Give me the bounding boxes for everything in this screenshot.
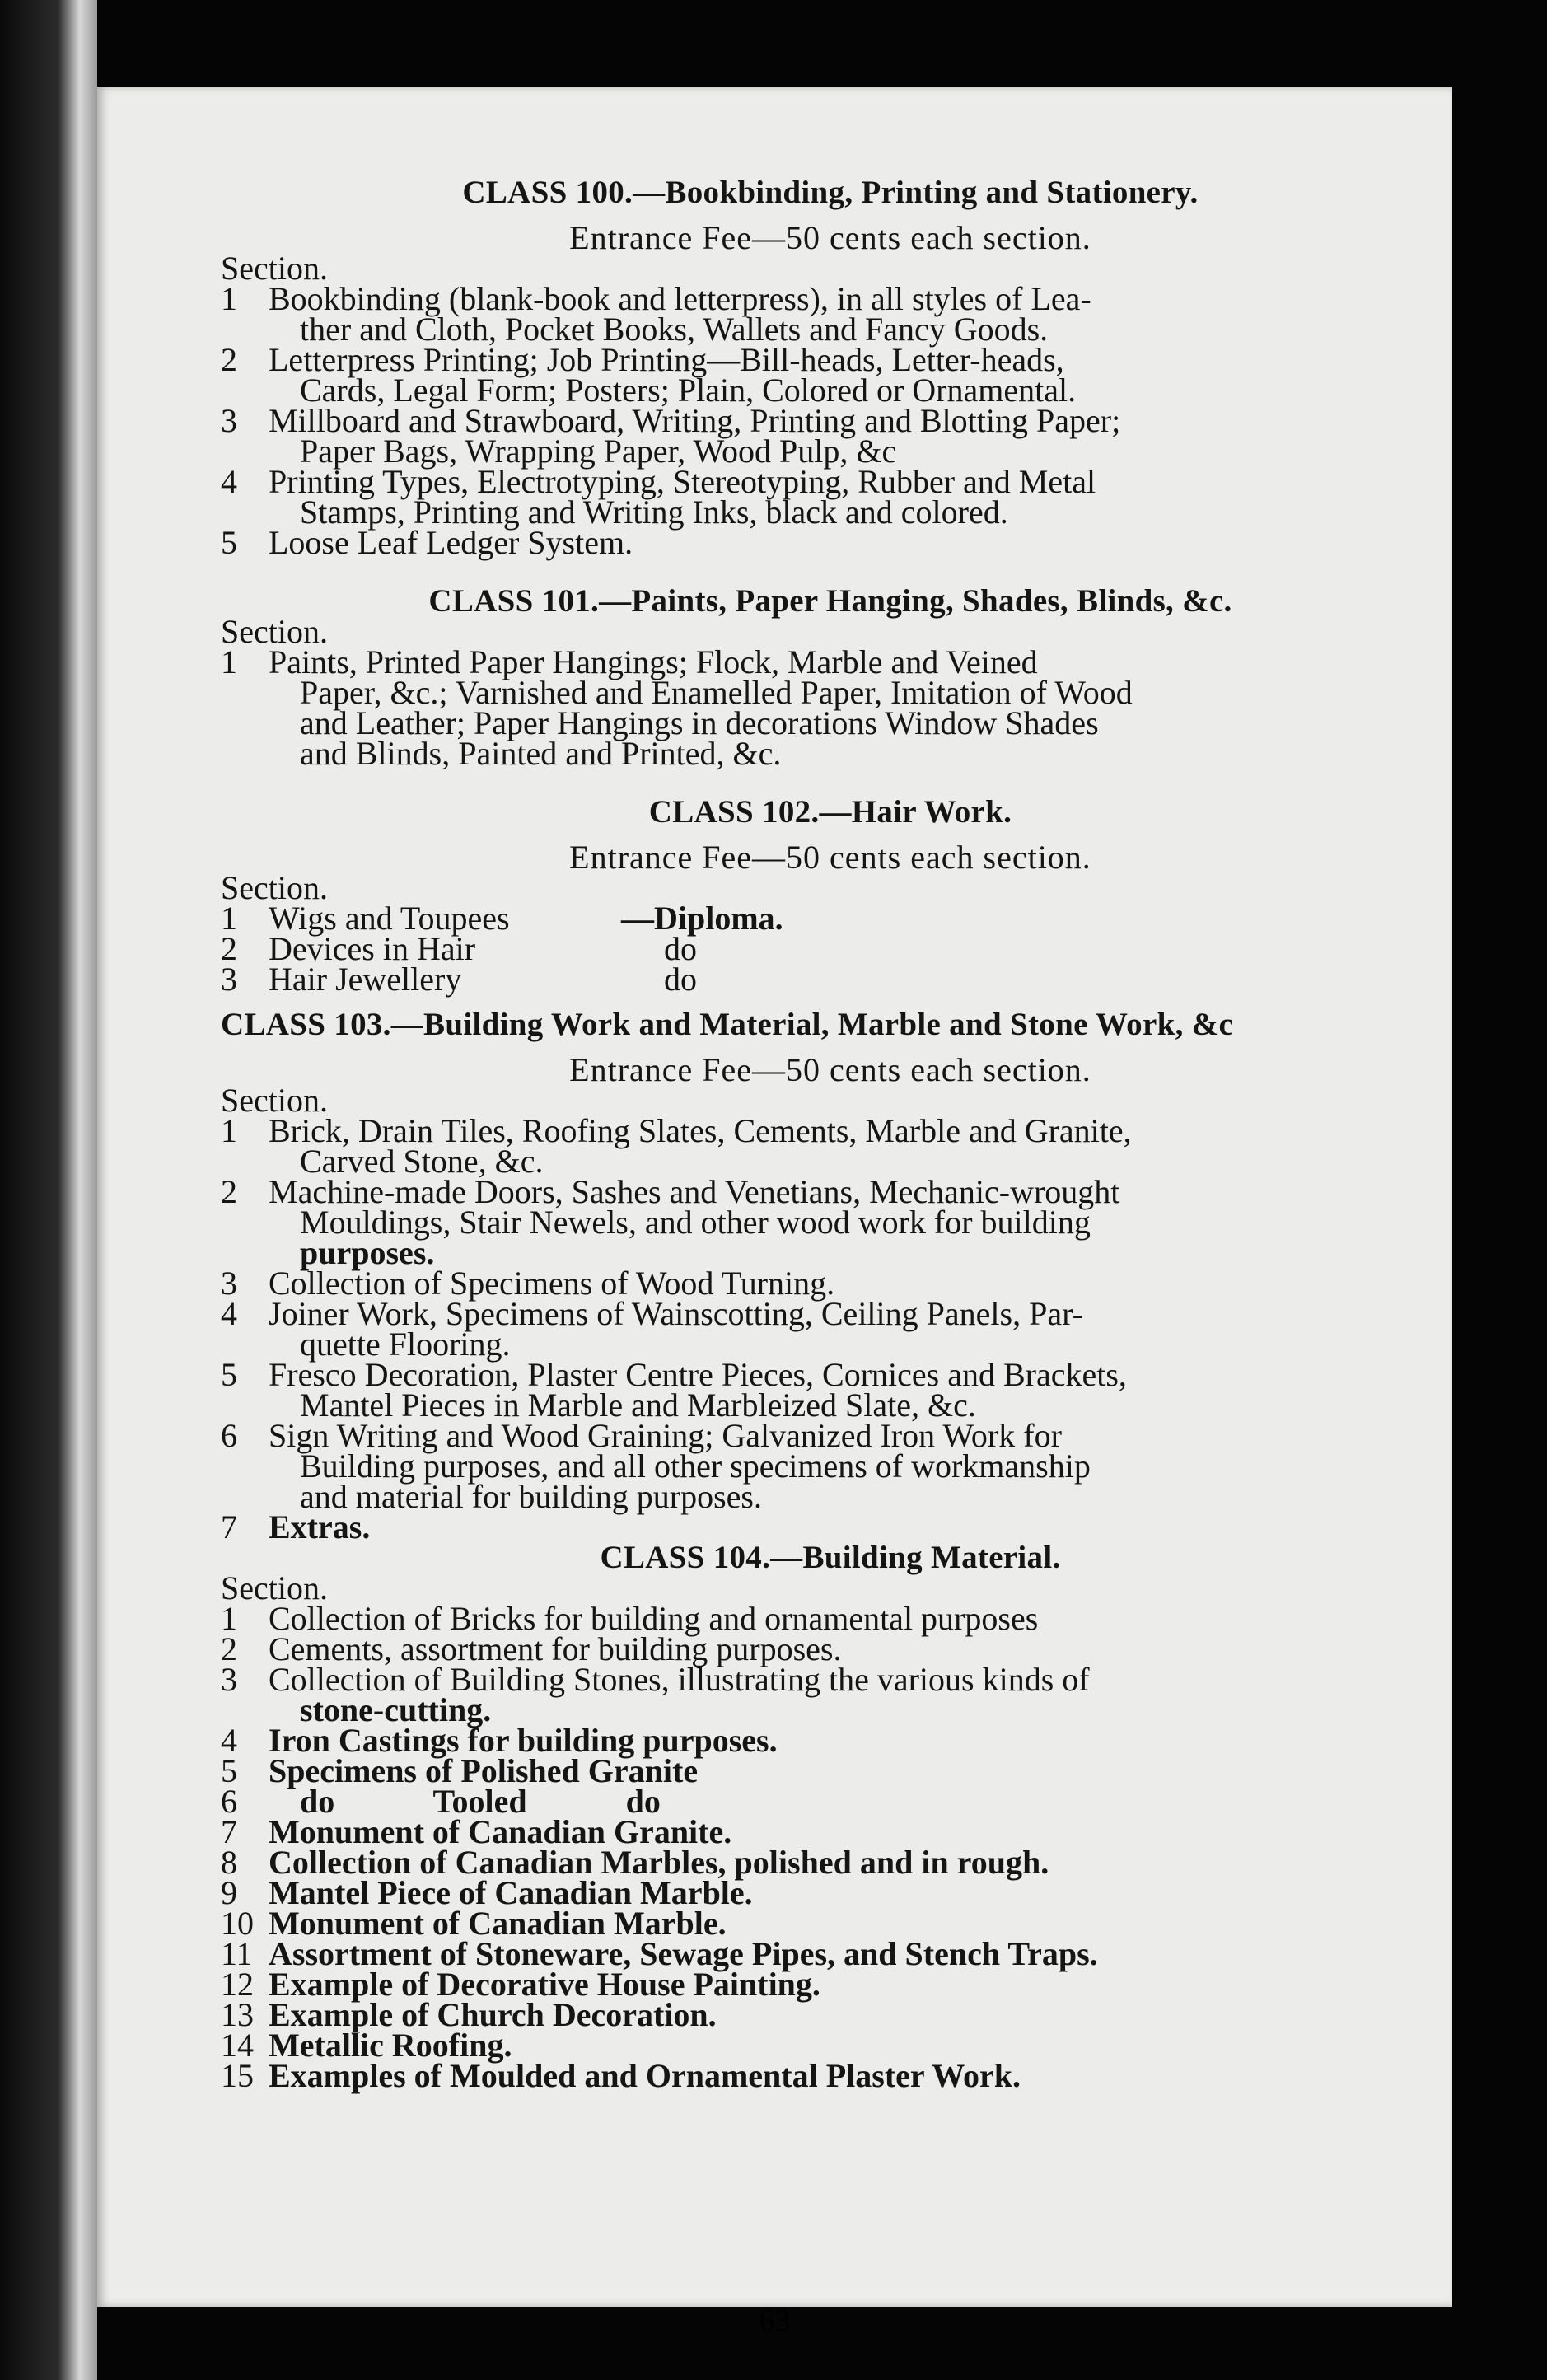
list-item bbox=[221, 1508, 1440, 1545]
item-text: Iron Castings for building purposes. bbox=[269, 1722, 778, 1759]
item-text-continued: stone-cutting. bbox=[300, 1691, 492, 1728]
item-text: Machine-made Doors, Sashes and Venetians, Mechanic-wrought bbox=[269, 1173, 1120, 1210]
item-number: 5 bbox=[221, 1356, 237, 1393]
list-item bbox=[221, 1265, 1440, 1302]
item-number: 2 bbox=[221, 1173, 237, 1210]
class-102-fee: Entrance Fee—50 cents each section. bbox=[569, 839, 1091, 876]
item-number: 6 bbox=[221, 1417, 237, 1454]
item-text: do Tooled do bbox=[300, 1783, 661, 1820]
list-item bbox=[221, 1630, 1440, 1667]
item-text: Brick, Drain Tiles, Roofing Slates, Cements, Marble and Granite, bbox=[269, 1112, 1132, 1149]
item-award: do bbox=[664, 961, 697, 998]
item-number: 3 bbox=[221, 961, 237, 998]
item-number: 3 bbox=[221, 1265, 237, 1302]
list-item bbox=[221, 1112, 1440, 1180]
item-award: —Diploma. bbox=[621, 900, 783, 937]
list-item bbox=[221, 961, 1440, 998]
item-text-continued: and Leather; Paper Hangings in decorations Window Shades bbox=[300, 704, 1099, 741]
item-number: 1 bbox=[221, 900, 237, 937]
class-103-section-label: Section. bbox=[221, 1082, 328, 1119]
class-101-heading: CLASS 101.—Paints, Paper Hanging, Shades, Blinds, &c. bbox=[428, 583, 1232, 619]
item-text-continued: quette Flooring. bbox=[300, 1326, 511, 1363]
item-number: 4 bbox=[221, 463, 237, 500]
item-text-continued: Carved Stone, &c. bbox=[300, 1143, 544, 1180]
class-102-section-label: Section. bbox=[221, 869, 328, 906]
item-text: Collection of Canadian Marbles, polished and in rough. bbox=[269, 1844, 1049, 1881]
item-text: Examples of Moulded and Ornamental Plaster Work. bbox=[269, 2057, 1021, 2094]
list-item bbox=[221, 930, 1440, 967]
item-number: 7 bbox=[221, 1508, 237, 1545]
class-103-heading: CLASS 103.—Building Work and Material, Marble and Stone Work, &c bbox=[221, 1007, 1234, 1042]
item-award: do bbox=[664, 930, 697, 967]
item-text-continued: and material for building purposes. bbox=[300, 1478, 762, 1515]
item-text: Assortment of Stoneware, Sewage Pipes, and Stench Traps. bbox=[269, 1935, 1098, 1972]
list-item bbox=[221, 1752, 1440, 1789]
item-text: Joiner Work, Specimens of Wainscotting, Ceiling Panels, Par- bbox=[269, 1295, 1083, 1332]
item-text-continued: Paper Bags, Wrapping Paper, Wood Pulp, &c bbox=[300, 433, 897, 470]
item-number: 4 bbox=[221, 1295, 237, 1332]
item-text: Example of Church Decoration. bbox=[269, 1996, 717, 2033]
list-item bbox=[221, 1417, 1440, 1515]
item-text: Devices in Hair bbox=[269, 930, 476, 967]
list-item bbox=[221, 1356, 1440, 1424]
item-number: 5 bbox=[221, 524, 237, 561]
class-104-section-label: Section. bbox=[221, 1569, 328, 1606]
item-text: Collection of Building Stones, illustrating the various kinds of bbox=[269, 1661, 1090, 1698]
item-text: Mantel Piece of Canadian Marble. bbox=[269, 1874, 753, 1911]
item-text-continued: Building purposes, and all other specimens of workmanship bbox=[300, 1447, 1091, 1485]
item-text: Letterpress Printing; Job Printing—Bill-heads, Letter-heads, bbox=[269, 341, 1064, 378]
item-number: 2 bbox=[221, 1630, 237, 1667]
item-text-continued: purposes. bbox=[300, 1234, 435, 1271]
list-item bbox=[221, 643, 1440, 772]
item-text-continued: Cards, Legal Form; Posters; Plain, Colored or Ornamental. bbox=[300, 372, 1077, 409]
item-number: 5 bbox=[221, 1752, 237, 1789]
item-number: 8 bbox=[221, 1844, 237, 1881]
class-101-section-label: Section. bbox=[221, 613, 328, 650]
list-item bbox=[221, 1173, 1440, 1271]
item-text: Paints, Printed Paper Hangings; Flock, Marble and Veined bbox=[269, 643, 1038, 680]
item-number: 12 bbox=[221, 1966, 254, 2003]
item-text: Monument of Canadian Marble. bbox=[269, 1905, 727, 1942]
item-number: 1 bbox=[221, 1112, 237, 1149]
item-number: 3 bbox=[221, 402, 237, 439]
item-text: Monument of Canadian Granite. bbox=[269, 1813, 732, 1850]
list-item bbox=[221, 1996, 1440, 2033]
item-number: 6 bbox=[221, 1783, 237, 1820]
item-text-continued: Mouldings, Stair Newels, and other wood work for building bbox=[300, 1204, 1091, 1241]
list-item bbox=[221, 2027, 1440, 2064]
list-item bbox=[221, 463, 1440, 531]
list-item bbox=[221, 1295, 1440, 1363]
item-text-continued: and Blinds, Painted and Printed, &c. bbox=[300, 735, 782, 772]
item-text: Printing Types, Electrotyping, Stereotyping, Rubber and Metal bbox=[269, 463, 1096, 500]
item-number: 2 bbox=[221, 341, 237, 378]
item-text: Wigs and Toupees bbox=[269, 900, 510, 937]
list-item bbox=[221, 1600, 1440, 1637]
list-item bbox=[221, 1874, 1440, 1911]
item-text: Hair Jewellery bbox=[269, 961, 462, 998]
item-text: Extras. bbox=[269, 1508, 371, 1545]
list-item bbox=[221, 1844, 1440, 1881]
item-number: 15 bbox=[221, 2057, 254, 2094]
item-text: Example of Decorative House Painting. bbox=[269, 1966, 820, 2003]
class-104-heading: CLASS 104.—Building Material. bbox=[600, 1540, 1061, 1575]
item-number: 1 bbox=[221, 1600, 237, 1637]
list-item bbox=[221, 1661, 1440, 1728]
item-text: Bookbinding (blank-book and letterpress), in all styles of Lea- bbox=[269, 280, 1091, 317]
list-item bbox=[221, 1722, 1440, 1759]
class-100-fee: Entrance Fee—50 cents each section. bbox=[569, 219, 1091, 256]
list-item bbox=[221, 1783, 1440, 1820]
item-text-continued: Stamps, Printing and Writing Inks, black and colored. bbox=[300, 493, 1008, 531]
class-102-heading: CLASS 102.—Hair Work. bbox=[648, 794, 1012, 830]
item-number: 1 bbox=[221, 280, 237, 317]
item-number: 4 bbox=[221, 1722, 237, 1759]
item-number: 10 bbox=[221, 1905, 254, 1942]
item-text: Metallic Roofing. bbox=[269, 2027, 512, 2064]
list-item bbox=[221, 1905, 1440, 1942]
item-text: Millboard and Strawboard, Writing, Printing and Blotting Paper; bbox=[269, 402, 1121, 439]
list-item bbox=[221, 402, 1440, 470]
item-number: 14 bbox=[221, 2027, 254, 2064]
list-item bbox=[221, 1966, 1440, 2003]
class-103-fee: Entrance Fee—50 cents each section. bbox=[569, 1051, 1091, 1088]
item-number: 2 bbox=[221, 930, 237, 967]
item-number: 9 bbox=[221, 1874, 237, 1911]
item-text: Collection of Specimens of Wood Turning. bbox=[269, 1265, 835, 1302]
document-page bbox=[97, 87, 1452, 2338]
list-item bbox=[221, 1935, 1440, 1972]
class-100-section-label: Section. bbox=[221, 250, 328, 287]
list-item bbox=[221, 1813, 1440, 1850]
book-spine-shadow bbox=[0, 0, 97, 2380]
item-text-continued: Paper, &c.; Varnished and Enamelled Paper, Imitation of Wood bbox=[300, 674, 1133, 711]
item-number: 7 bbox=[221, 1813, 237, 1850]
item-number: 11 bbox=[221, 1935, 253, 1972]
list-item bbox=[221, 524, 1440, 561]
item-text: Cements, assortment for building purposes. bbox=[269, 1630, 842, 1667]
item-number: 1 bbox=[221, 643, 237, 680]
item-text: Specimens of Polished Granite bbox=[269, 1752, 699, 1789]
item-text: Sign Writing and Wood Graining; Galvanized Iron Work for bbox=[269, 1417, 1062, 1454]
list-item bbox=[221, 341, 1440, 409]
list-item bbox=[221, 900, 1440, 937]
page-number: 63 bbox=[759, 2303, 791, 2338]
item-number: 13 bbox=[221, 1996, 254, 2033]
class-100-heading: CLASS 100.—Bookbinding, Printing and Stationery. bbox=[462, 175, 1199, 210]
page-content bbox=[221, 175, 1440, 2094]
item-text: Loose Leaf Ledger System. bbox=[269, 524, 633, 561]
item-text: Collection of Bricks for building and ornamental purposes bbox=[269, 1600, 1039, 1637]
list-item bbox=[221, 2057, 1440, 2094]
item-text-continued: Mantel Pieces in Marble and Marbleized Slate, &c. bbox=[300, 1386, 976, 1424]
item-text-continued: ther and Cloth, Pocket Books, Wallets and Fancy Goods. bbox=[300, 311, 1049, 348]
item-number: 3 bbox=[221, 1661, 237, 1698]
list-item bbox=[221, 280, 1440, 348]
item-text: Fresco Decoration, Plaster Centre Pieces, Cornices and Brackets, bbox=[269, 1356, 1127, 1393]
